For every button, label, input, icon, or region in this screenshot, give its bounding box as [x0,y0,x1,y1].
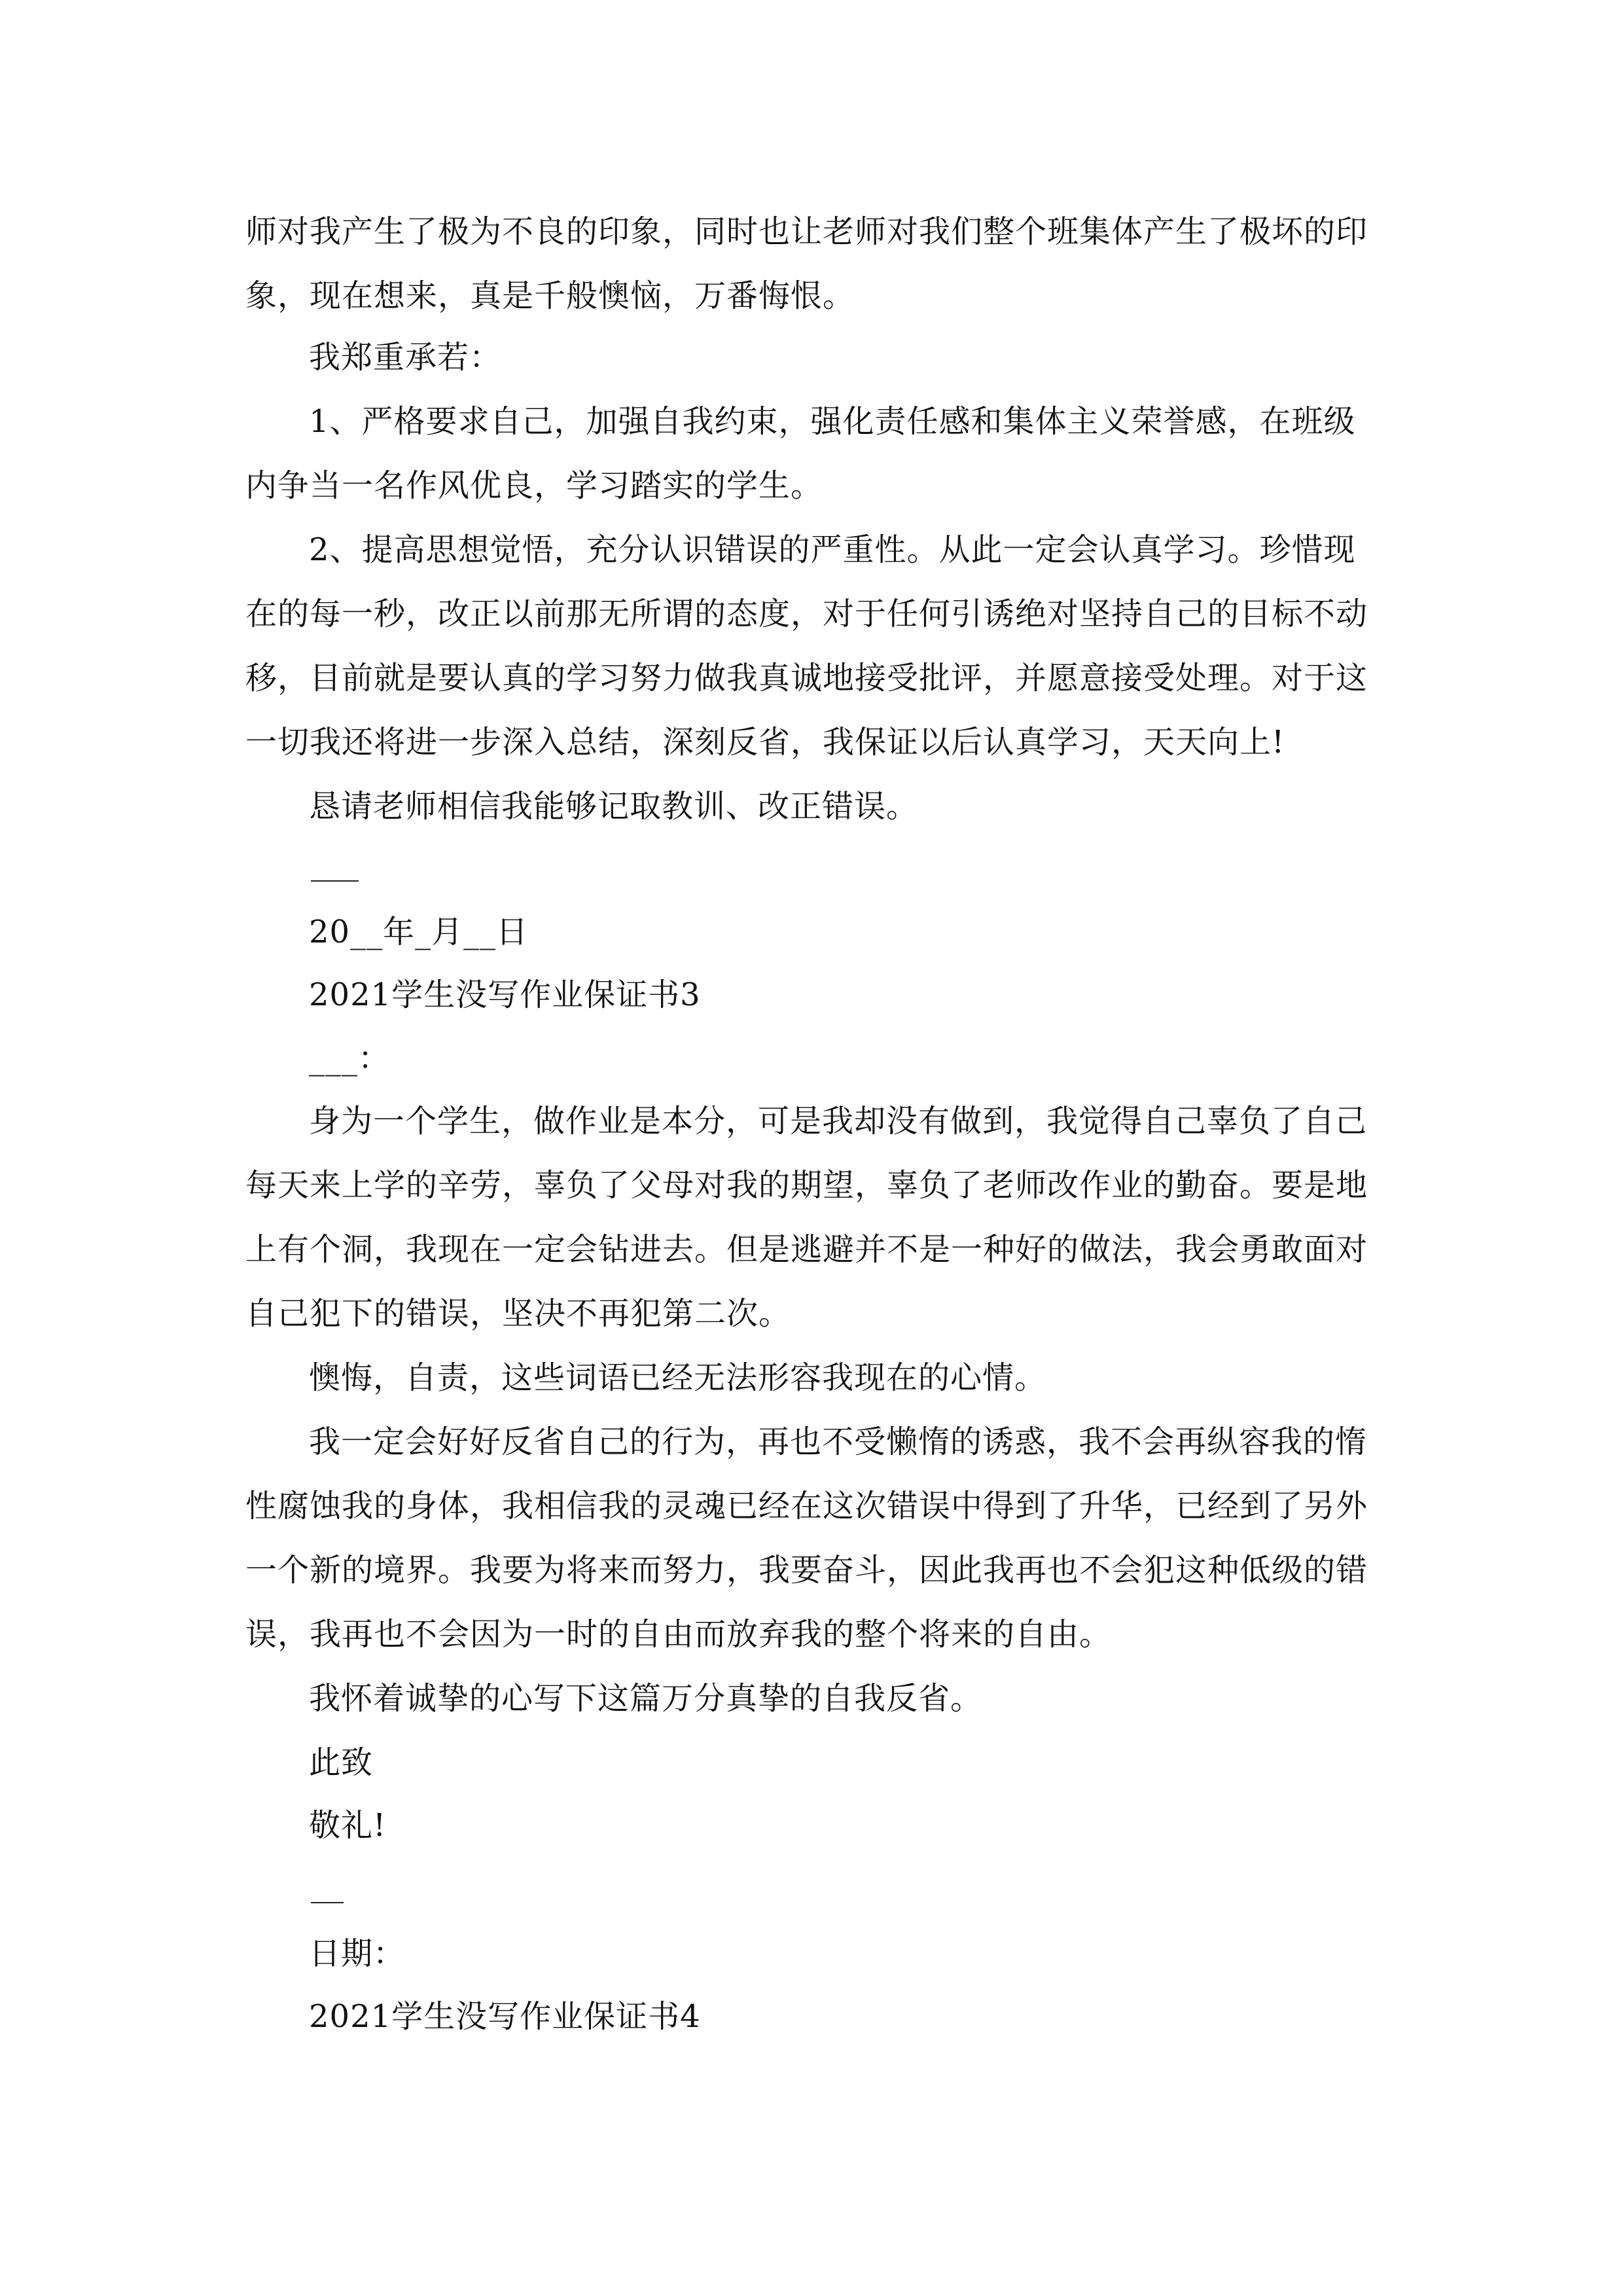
body-paragraph-3: 我一定会好好反省自己的行为，再也不受懒惰的诱惑，我不会再纵容我的惰性腐蚀我的身体，我相信我的灵魂已经在这次错误中得到了升华，已经到了另外一个新的境界。我要为将来而努力，我要奋斗，因此我再也不会犯这种低级的错误，我再也不会因为一时的自由而放弃我的整个将来的自由。 [245,1424,1368,1653]
intro-paragraph: 师对我产生了极为不良的印象，同时也让老师对我们整个班集体产生了极坏的印象，现在想来，真是千般懊恼，万番悔恨。 [245,213,1368,314]
date-label: 日期： [309,1935,406,1972]
section-title-4: 2021学生没写作业保证书4 [309,1998,701,2035]
body-paragraph-4: 我怀着诚挚的心写下这篇万分真挚的自我反省。 [309,1680,983,1717]
salutation: ___： [309,1040,391,1077]
closing-line-1: 此致 [309,1744,374,1781]
signature-line-2 [311,1902,344,1903]
promise-item-2: 2、提高思想觉悟，充分认识错误的严重性。从此一定会认真学习。珍惜现在的每一秒，改正以前那无所谓的态度，对于任何引诱绝对坚持自己的目标不动移，目前就是要认真的学习努力做我真诚地接受批评，并愿意接受处理。对于这一切我还将进一步深入总结，深刻反省，我保证以后认真学习，天天向上! [245,531,1368,761]
body-paragraph-1: 身为一个学生，做作业是本分，可是我却没有做到，我觉得自己辜负了自己每天来上学的辛劳，辜负了父母对我的期望，辜负了老师改作业的勤奋。要是地上有个洞，我现在一定会钻进去。但是逃避并不是一种好的做法，我会勇敢面对自己犯下的错误，坚决不再犯第二次。 [245,1103,1368,1332]
body-paragraph-2: 懊悔，自责，这些词语已经无法形容我现在的心情。 [309,1359,1047,1396]
section-title-3: 2021学生没写作业保证书3 [309,977,701,1013]
signature-line [311,880,359,882]
closing-line-2: 敬礼! [309,1807,387,1844]
date-line: 20__年_月__日 [309,914,529,950]
promise-heading: 我郑重承若： [309,339,502,376]
plea-paragraph: 恳请老师相信我能够记取教训、改正错误。 [309,788,919,825]
promise-item-1: 1、严格要求自己，加强自我约束，强化责任感和集体主义荣誉感，在班级内争当一名作风优良，学习踏实的学生。 [245,403,1356,504]
